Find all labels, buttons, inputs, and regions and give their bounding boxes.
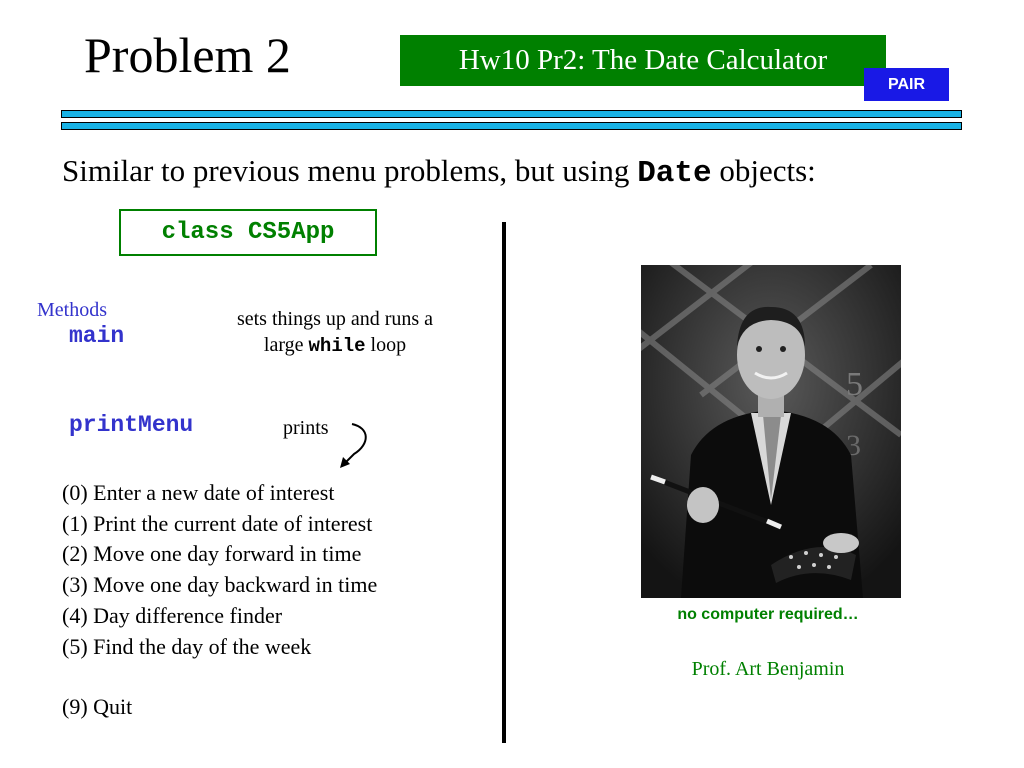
header-rule-bottom (61, 122, 962, 130)
subtitle-text-after: objects: (719, 153, 816, 188)
menu-option: (4) Day difference finder (62, 602, 283, 628)
header-rule-top (61, 110, 962, 118)
main-description-line1: sets things up and runs a (236, 308, 434, 330)
photo-credit: Prof. Art Benjamin (691, 658, 845, 680)
menu-option: (5) Find the day of the week (62, 633, 312, 659)
magician-photo-illustration (641, 265, 901, 598)
main-desc-after: loop (370, 334, 407, 356)
slide-subtitle (62, 152, 816, 193)
svg-text:5: 5 (846, 366, 863, 403)
subtitle-code-date: Date (637, 156, 712, 191)
assignment-banner: Hw10 Pr2: The Date Calculator (400, 35, 886, 86)
menu-options-list (62, 478, 377, 662)
menu-option: (0) Enter a new date of interest (62, 480, 335, 505)
main-desc-before: large (263, 334, 304, 356)
methods-label: Methods (37, 299, 107, 321)
svg-text:3: 3 (846, 429, 861, 462)
magician-photo (641, 265, 901, 598)
curved-arrow-icon (330, 420, 374, 472)
menu-option: (1) Print the current date of interest (62, 510, 373, 536)
slide-title: Problem 2 (84, 27, 291, 83)
menu-option-quit: (9) Quit (62, 694, 133, 719)
photo-caption: no computer required… (677, 606, 859, 623)
main-description (212, 306, 458, 359)
main-desc-code-while: while (308, 335, 366, 357)
method-printmenu: printMenu (69, 412, 194, 438)
vertical-divider (502, 222, 506, 743)
pair-badge: PAIR (864, 68, 949, 101)
method-main: main (69, 323, 125, 349)
prints-note: prints (283, 417, 329, 439)
menu-option: (3) Move one day backward in time (62, 572, 378, 598)
menu-option: (2) Move one day forward in time (62, 541, 362, 567)
main-description-line2 (212, 332, 458, 359)
subtitle-text-before: Similar to previous menu problems, but using (62, 153, 630, 188)
class-name-box: class CS5App (119, 209, 377, 256)
